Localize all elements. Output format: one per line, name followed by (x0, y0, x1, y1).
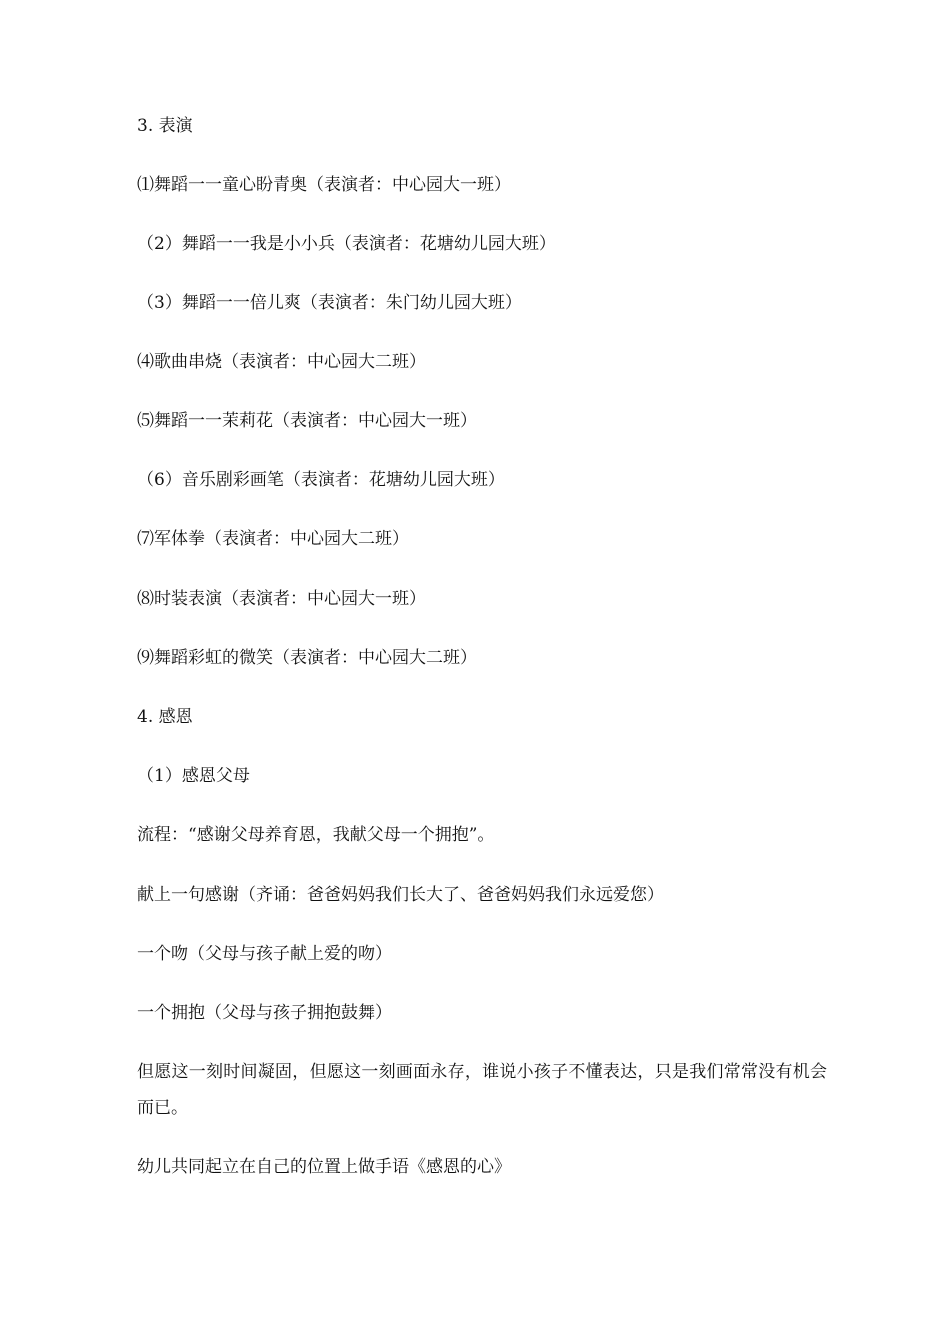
performance-item-2: （2）舞蹈一一我是小小兵（表演者：花塘幼儿园大班） (137, 234, 556, 254)
performance-item-8: ⑻时装表演（表演者：中心园大一班） (137, 589, 426, 609)
performance-item-9: ⑼舞蹈彩虹的微笑（表演者：中心园大二班） (137, 648, 477, 668)
hug-text: 一个拥抱（父母与孩子拥抱鼓舞） (137, 1003, 392, 1023)
performance-item-6: （6）音乐剧彩画笔（表演者：花塘幼儿园大班） (137, 470, 505, 490)
performance-item-4: ⑷歌曲串烧（表演者：中心园大二班） (137, 352, 426, 372)
thanks-text: 献上一句感谢（齐诵：爸爸妈妈我们长大了、爸爸妈妈我们永远爱您） (137, 885, 664, 905)
subsection-heading-thank-parents: （1）感恩父母 (137, 766, 250, 786)
moment-paragraph: 但愿这一刻时间凝固，但愿这一刻画面永存，谁说小孩子不懂表达，只是我们常常没有机会而已。 (137, 1062, 827, 1118)
kiss-text: 一个吻（父母与孩子献上爱的吻） (137, 944, 392, 964)
performance-item-3: （3）舞蹈一一倍儿爽（表演者：朱门幼儿园大班） (137, 293, 522, 313)
section-4-heading: 4. 感恩 (137, 707, 193, 727)
sign-language-text: 幼儿共同起立在自己的位置上做手语《感恩的心》 (137, 1157, 511, 1177)
flow-text: 流程：“感谢父母养育恩，我献父母一个拥抱”。 (137, 825, 495, 845)
performance-item-1: ⑴舞蹈一一童心盼青奥（表演者：中心园大一班） (137, 175, 511, 195)
performance-item-5: ⑸舞蹈一一茉莉花（表演者：中心园大一班） (137, 411, 477, 431)
performance-item-7: ⑺军体拳（表演者：中心园大二班） (137, 529, 409, 549)
section-3-heading: 3. 表演 (137, 116, 193, 136)
